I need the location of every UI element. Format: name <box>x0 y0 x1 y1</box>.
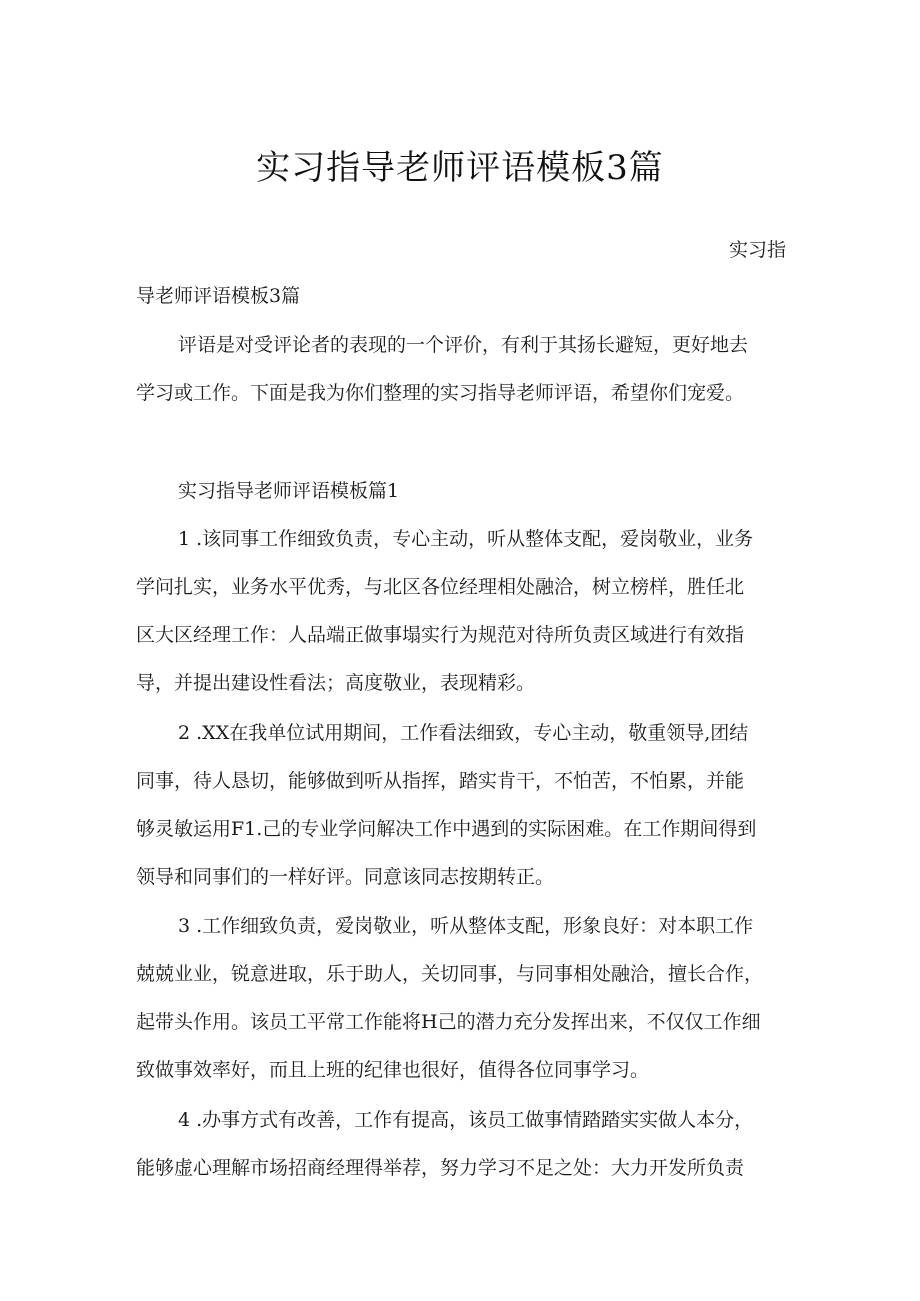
text-line: 够灵敏运用F1.己的专业学问解决工作中遇到的实际困难。在工作期间得到 <box>136 818 757 840</box>
text-line: 能够虚心理解市场招商经理得举荐，努力学习不足之处：大力开发所负责 <box>136 1157 745 1179</box>
text-line: 实习指 <box>728 239 786 261</box>
text-line: 学问扎实，业务水平优秀，与北区各位经理相处融洽，树立榜样，胜任北 <box>136 576 745 598</box>
text-line: 导老师评语模板3篇 <box>136 285 301 307</box>
text-line: 起带头作用。该员工平常工作能将H己的潜力充分发挥出来，不仅仅工作细 <box>136 1011 761 1033</box>
text-line: 致做事效率好，而且上班的纪律也很好，值得各位同事学习。 <box>136 1059 650 1081</box>
text-line: 兢兢业业，锐意进取，乐于助人，关切同事，与同事相处融洽，擅长合作， <box>136 963 764 985</box>
text-line: 领导和同事们的一样好评。同意该同志按期转正。 <box>136 866 555 888</box>
text-line: 同事，待人恳切，能够做到听从指挥，踏实肯干，不怕苦，不怕累，并能 <box>136 770 745 792</box>
text-line: 3 .工作细致负责，爱岗敬业，听从整体支配，形象良好：对本职工作 <box>178 915 754 937</box>
text-line: 学习或工作。下面是我为你们整理的实习指导老师评语，希望你们宠爱。 <box>136 382 745 404</box>
text-line: 导，并提出建设性看法；高度敬业，表现精彩。 <box>136 672 536 694</box>
text-line: 2 .XX在我单位试用期间，工作看法细致，专心主动，敬重领导,团结 <box>178 722 749 744</box>
text-line: 1 .该同事工作细致负责，专心主动，听从整体支配，爱岗敬业，业务 <box>178 528 754 550</box>
text-line: 评语是对受评论者的表现的一个评价，有利于其扬长避短，更好地去 <box>178 334 749 356</box>
text-line: 4 .办事方式有改善，工作有提高，该员工做事情踏踏实实做人本分， <box>178 1109 754 1131</box>
document-title: 实习指导老师评语模板3篇 <box>256 148 664 188</box>
text-line: 区大区经理工作：人品端正做事塌实行为规范对待所负责区域进行有效指 <box>136 624 745 646</box>
section-heading: 实习指导老师评语模板篇1 <box>178 480 400 502</box>
